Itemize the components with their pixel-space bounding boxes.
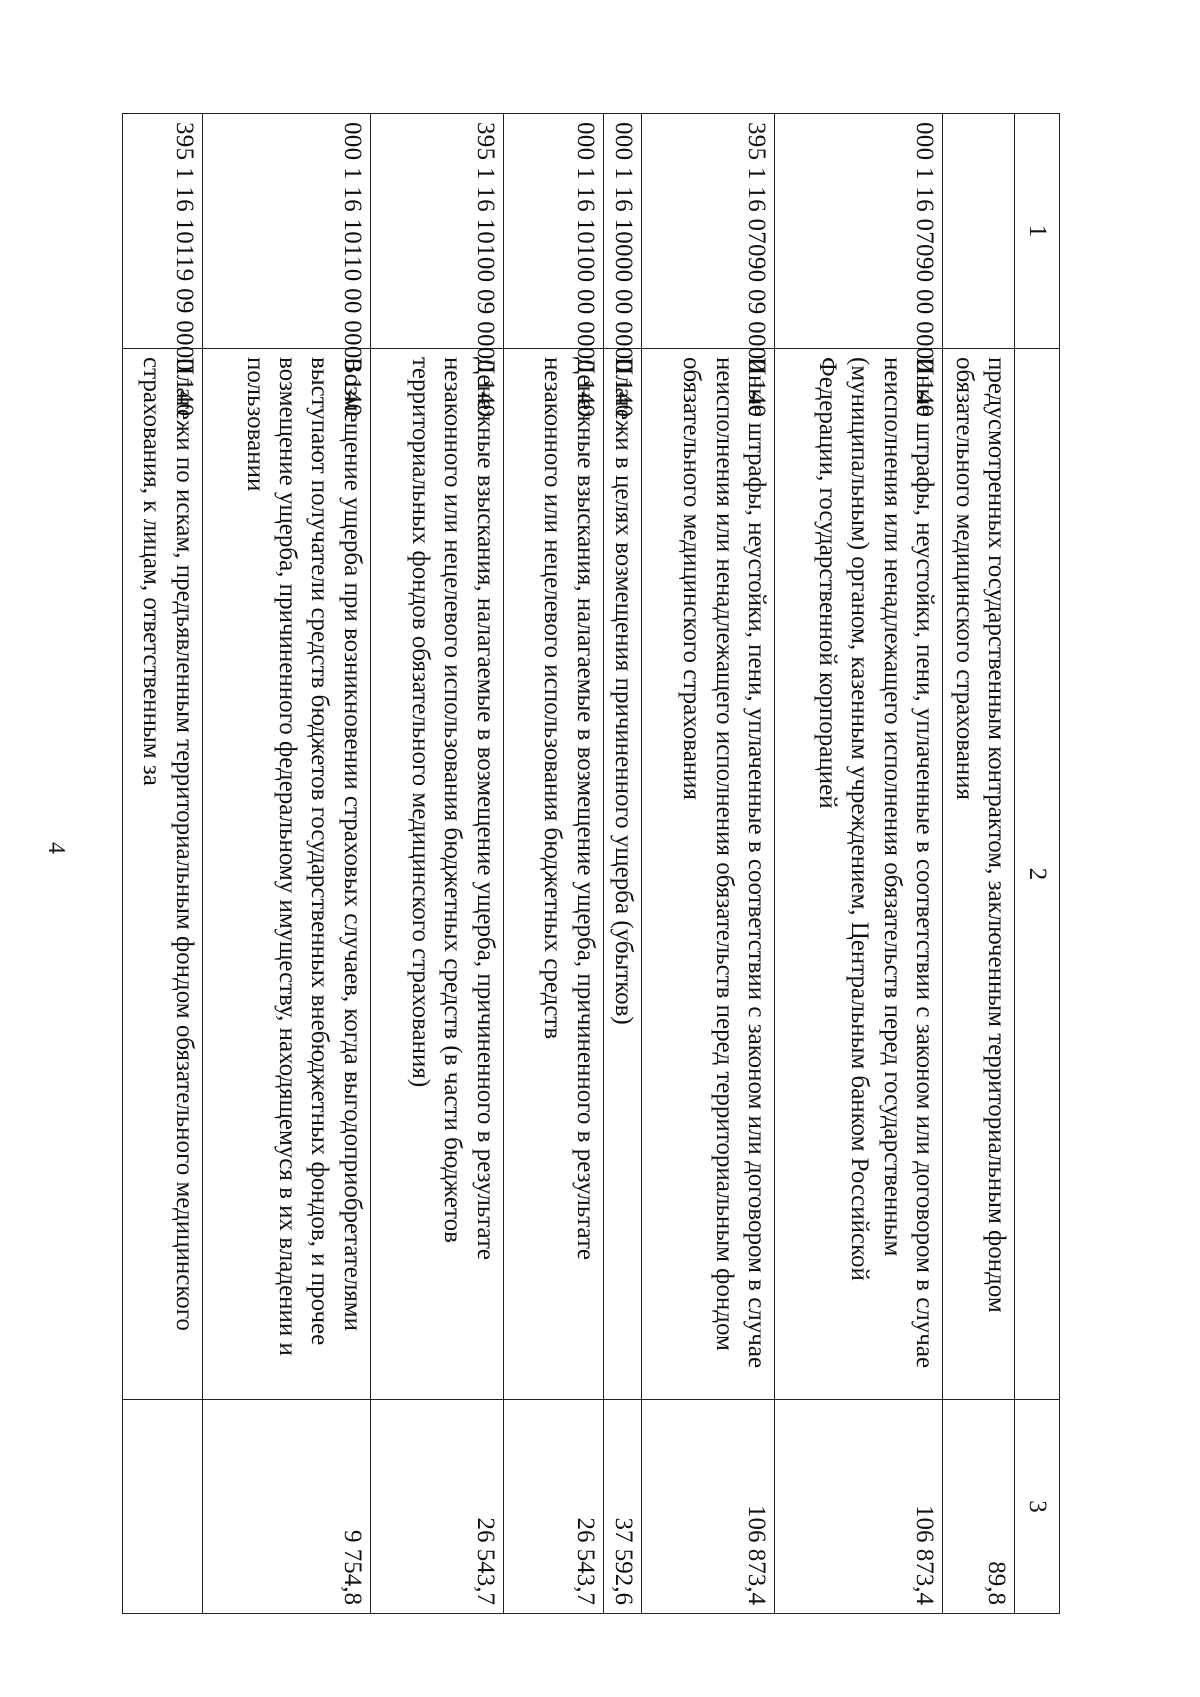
description-cell: Денежные взыскания, налагаемые в возмещение ущерба, причиненного в результате незаконного или нецелевого использования бюджетных средств (503, 349, 603, 1400)
table-header-row (1015, 114, 1060, 1614)
rotated-table-container (125, 113, 1060, 1613)
description-cell: Возмещение ущерба при возникновении страховых случаев, когда выгодоприобретателями выступают получатели средств бюджетов государственных внебюджетных фондов, и прочее возмещение ущерба, причиненного федеральному имуществу, находящемуся в их владении и пользовании (202, 349, 370, 1400)
table-row (642, 114, 775, 1614)
table-row (943, 114, 1015, 1614)
table-row (122, 114, 202, 1614)
amount-cell: 26 543,7 (370, 1400, 503, 1614)
column-header-3: 3 (1015, 1400, 1060, 1614)
budget-code-cell (943, 114, 1015, 349)
table-row (202, 114, 370, 1614)
description-cell: Денежные взыскания, налагаемые в возмещение ущерба, причиненного в результате незаконного или нецелевого использования бюджетных средств (в части бюджетов территориальных фондов обязательного медицинского страхования) (370, 349, 503, 1400)
table-row (775, 114, 943, 1614)
amount-cell: 106 873,4 (642, 1400, 775, 1614)
description-cell: Иные штрафы, неустойки, пени, уплаченные в соответствии с законом или договором в случае неисполнения или ненадлежащего исполнения обязательств перед территориальным фондом обязательного медицинского страхования (642, 349, 775, 1400)
column-header-1: 1 (1015, 114, 1060, 349)
budget-code-cell: 000 1 16 10100 00 0000 140 (503, 114, 603, 349)
amount-cell (122, 1400, 202, 1614)
revenue-codes-table (122, 113, 1060, 1614)
table-row (503, 114, 603, 1614)
page-number: 4 (43, 842, 69, 854)
description-cell: Платежи в целях возмещения причиненного ущерба (убытков) (603, 349, 641, 1400)
table-row (603, 114, 641, 1614)
budget-code-cell: 000 1 16 10000 00 0000 140 (603, 114, 641, 349)
amount-cell: 26 543,7 (503, 1400, 603, 1614)
budget-code-cell: 000 1 16 10110 00 0000 140 (202, 114, 370, 349)
table-row (370, 114, 503, 1614)
budget-code-cell: 395 1 16 07090 09 0000 140 (642, 114, 775, 349)
budget-code-cell: 395 1 16 10100 09 0000 140 (370, 114, 503, 349)
description-cell: предусмотренных государственным контрактом, заключенным территориальным фондом обязательного медицинского страхования (943, 349, 1015, 1400)
description-cell: Иные штрафы, неустойки, пени, уплаченные в соответствии с законом или договором в случае неисполнения или ненадлежащего исполнения обязательств перед государственным (муниципальным) органом, казенным учреждением, Центральным банком Российской Федерации, государственной корпорацией (775, 349, 943, 1400)
amount-cell: 9 754,8 (202, 1400, 370, 1614)
column-header-2: 2 (1015, 349, 1060, 1400)
amount-cell: 37 592,6 (603, 1400, 641, 1614)
amount-cell: 89,8 (943, 1400, 1015, 1614)
description-cell: Платежи по искам, предъявленным территориальным фондом обязательного медицинского страхования, к лицам, ответственным за (122, 349, 202, 1400)
budget-code-cell: 000 1 16 07090 00 0000 140 (775, 114, 943, 349)
budget-code-cell: 395 1 16 10119 09 0000 140 (122, 114, 202, 349)
amount-cell: 106 873,4 (775, 1400, 943, 1614)
